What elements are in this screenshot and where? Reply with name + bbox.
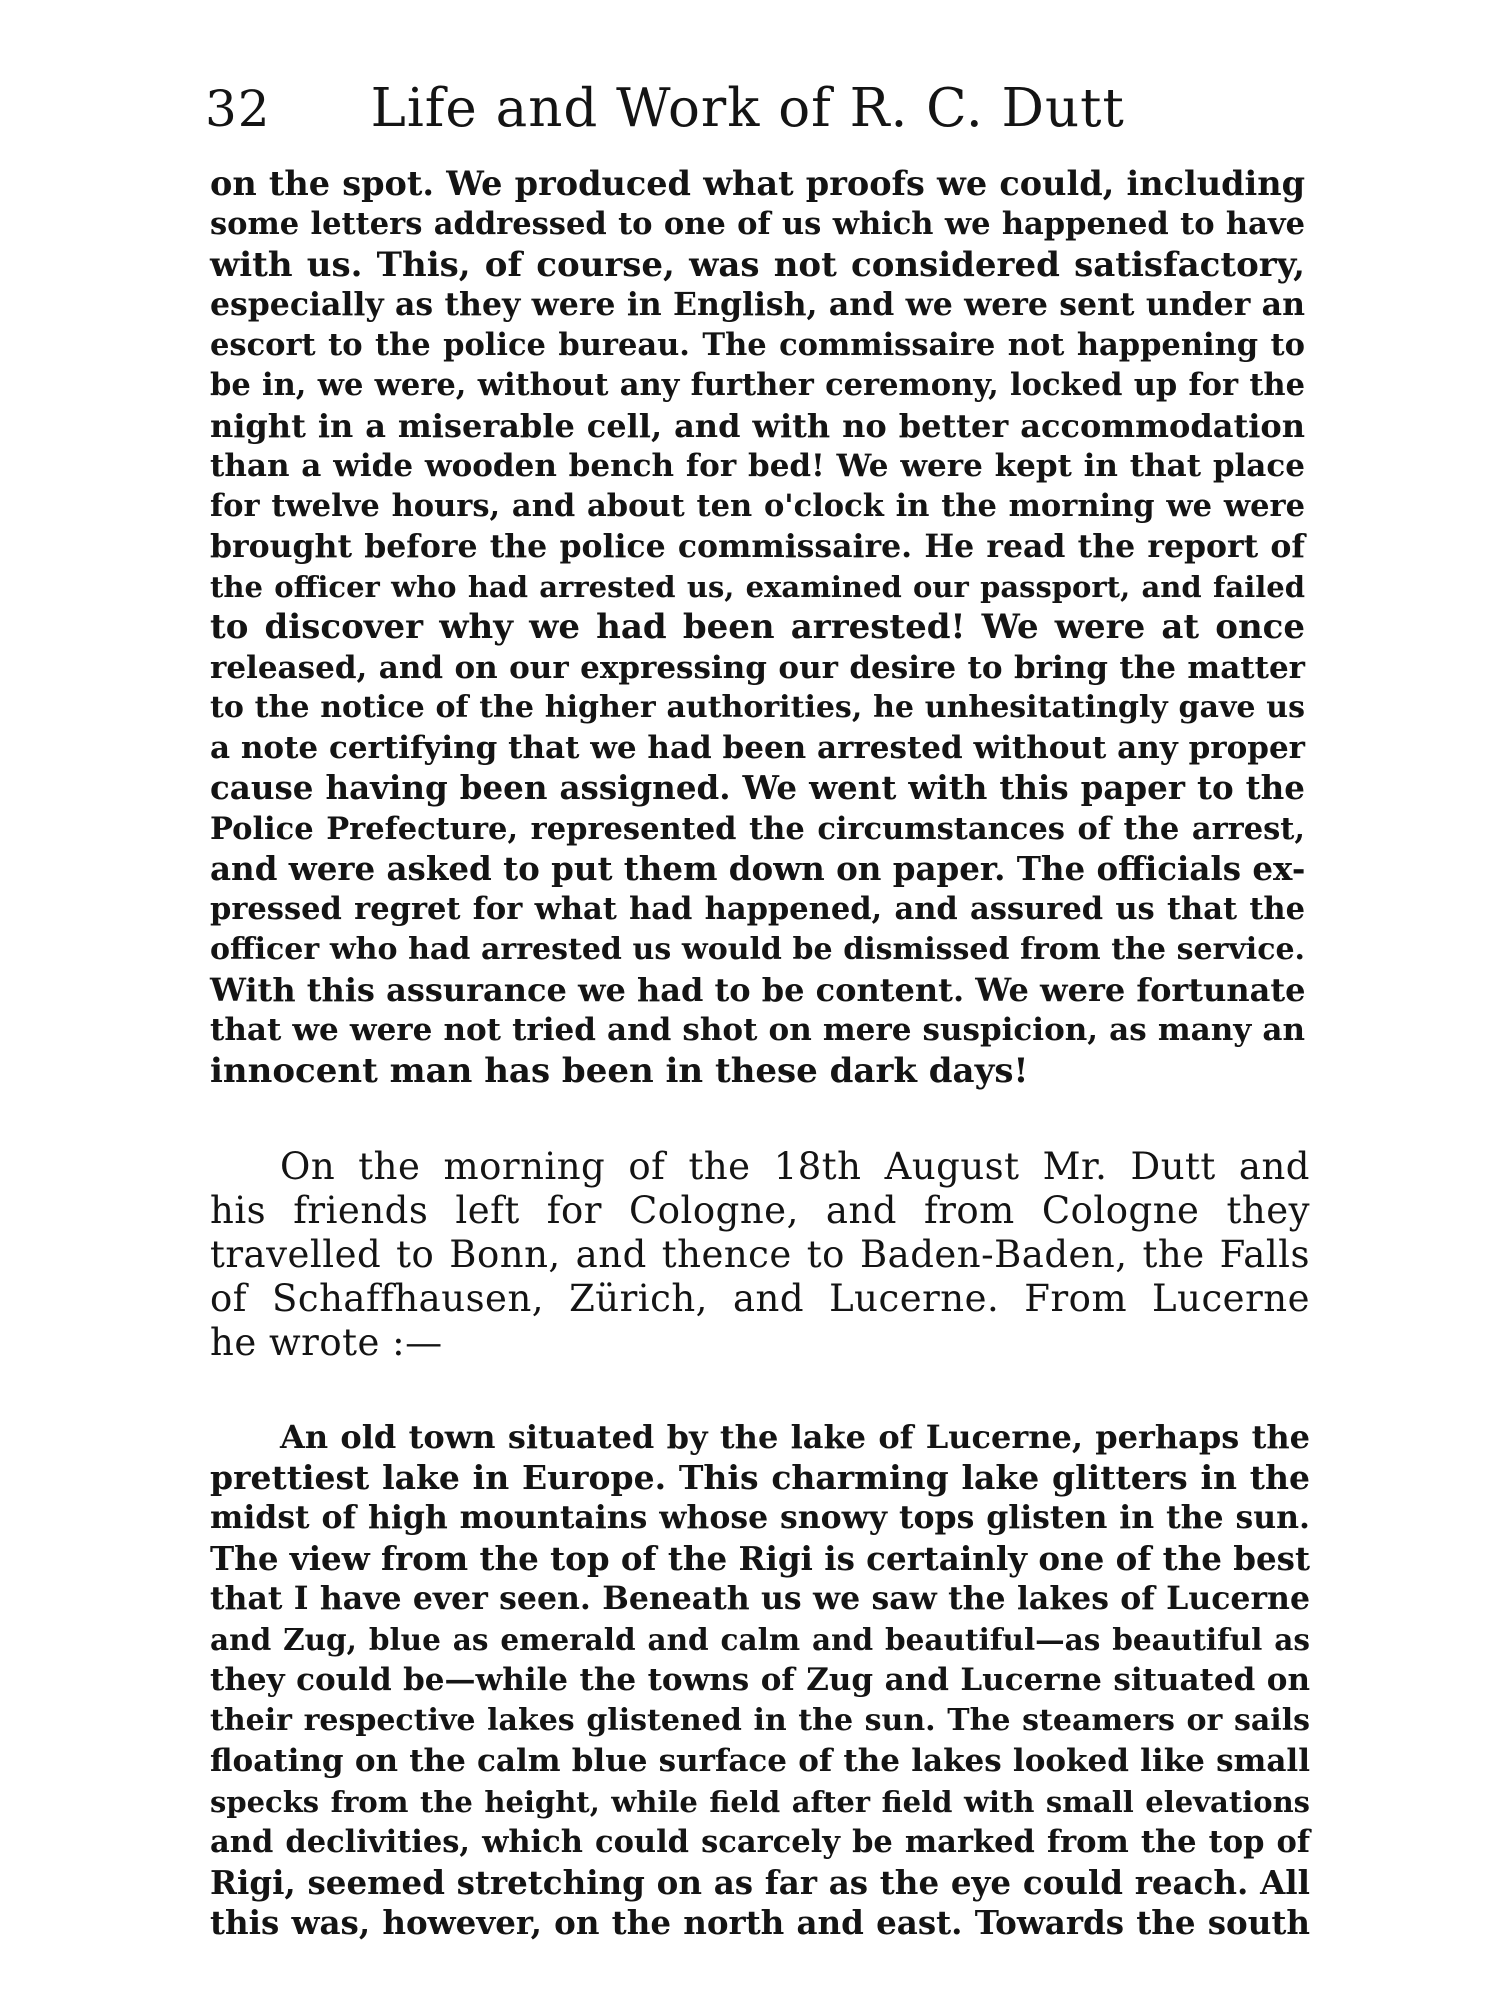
- quoted-paragraph-lucerne: [210, 1417, 1310, 1944]
- text-line: specks from the height, while field after field with small elevations: [210, 1784, 1310, 1819]
- text-line: midst of high mountains whose snowy tops glisten in the sun.: [210, 1499, 1310, 1536]
- text-line: to discover why we had been arrested! We were at once: [210, 607, 1305, 648]
- text-line: he wrote :—: [210, 1321, 443, 1364]
- text-line: and Zug, blue as emerald and calm and beautiful—as beautiful as: [210, 1621, 1310, 1657]
- text-line: on the spot. We produced what proofs we could, including: [210, 164, 1305, 203]
- text-line: his friends left for Cologne, and from Cologne they: [210, 1189, 1310, 1232]
- text-line: On the morning of the 18th August Mr. Dutt and: [280, 1145, 1310, 1188]
- text-line: be in, we were, without any further ceremony, locked up for the: [210, 367, 1305, 404]
- text-line: some letters addressed to one of us which we happened to have: [210, 206, 1305, 243]
- text-line: than a wide wooden bench for bed! We were kept in that place: [210, 448, 1305, 485]
- text-line: travelled to Bonn, and thence to Baden-Baden, the Falls: [210, 1233, 1310, 1276]
- text-line: with us. This, of course, was not considered satisfactory,: [210, 244, 1305, 285]
- quoted-paragraph-arrest: [210, 164, 1305, 1091]
- text-line: and were asked to put them down on paper. The officials ex-: [210, 849, 1306, 889]
- text-line: With this assurance we had to be content. We were fortunate: [210, 970, 1306, 1009]
- text-line: innocent man has been in these dark days!: [210, 1050, 1029, 1091]
- text-line: they could be—while the towns of Zug and Lucerne situated on: [210, 1662, 1310, 1698]
- text-line: escort to the police bureau. The commissaire not happening to: [210, 327, 1305, 364]
- text-line: cause having been assigned. We went with this paper to the: [210, 768, 1305, 808]
- text-line: floating on the calm blue surface of the lakes looked like small: [210, 1743, 1310, 1779]
- narrative-paragraph-journey: [210, 1145, 1310, 1365]
- running-title: Life and Work of R. C. Dutt: [370, 78, 1125, 139]
- text-line: and declivities, which could scarcely be marked from the top of: [210, 1824, 1310, 1860]
- text-line: their respective lakes glistened in the sun. The steamers or sails: [210, 1702, 1310, 1738]
- text-line: An old town situated by the lake of Lucerne, perhaps the: [280, 1418, 1310, 1456]
- text-line: that I have ever seen. Beneath us we saw the lakes of Lucerne: [210, 1580, 1310, 1617]
- text-line: of Schaffhausen, Zürich, and Lucerne. From Lucerne: [210, 1277, 1310, 1320]
- text-line: that we were not tried and shot on mere suspicion, as many an: [210, 1012, 1305, 1049]
- running-head: [205, 78, 1315, 158]
- text-line: prettiest lake in Europe. This charming lake glitters in the: [210, 1457, 1310, 1497]
- text-line: night in a miserable cell, and with no better accommodation: [210, 406, 1305, 445]
- text-line: The view from the top of the Rigi is certainly one of the best: [210, 1538, 1310, 1578]
- text-line: a note certifying that we had been arrested without any proper: [210, 730, 1305, 767]
- text-line: brought before the police commissaire. He read the report of: [210, 527, 1305, 565]
- text-line: the officer who had arrested us, examined our passport, and failed: [210, 569, 1305, 604]
- text-line: to the notice of the higher authorities, he unhesitatingly gave us: [210, 689, 1305, 725]
- text-line: especially as they were in English, and we were sent under an: [210, 285, 1305, 323]
- text-line: Police Prefecture, represented the circumstances of the arrest,: [210, 810, 1305, 847]
- text-line: officer who had arrested us would be dismissed from the service.: [210, 931, 1305, 967]
- page-number: 32: [205, 80, 271, 138]
- text-line: released, and on our expressing our desire to bring the matter: [210, 649, 1305, 686]
- text-line: this was, however, on the north and east. Towards the south: [210, 1903, 1310, 1942]
- text-line: for twelve hours, and about ten o'clock in the morning we were: [210, 488, 1305, 525]
- text-line: pressed regret for what had happened, and assured us that the: [210, 891, 1305, 928]
- text-line: Rigi, seemed stretching on as far as the eye could reach. All: [210, 1862, 1310, 1902]
